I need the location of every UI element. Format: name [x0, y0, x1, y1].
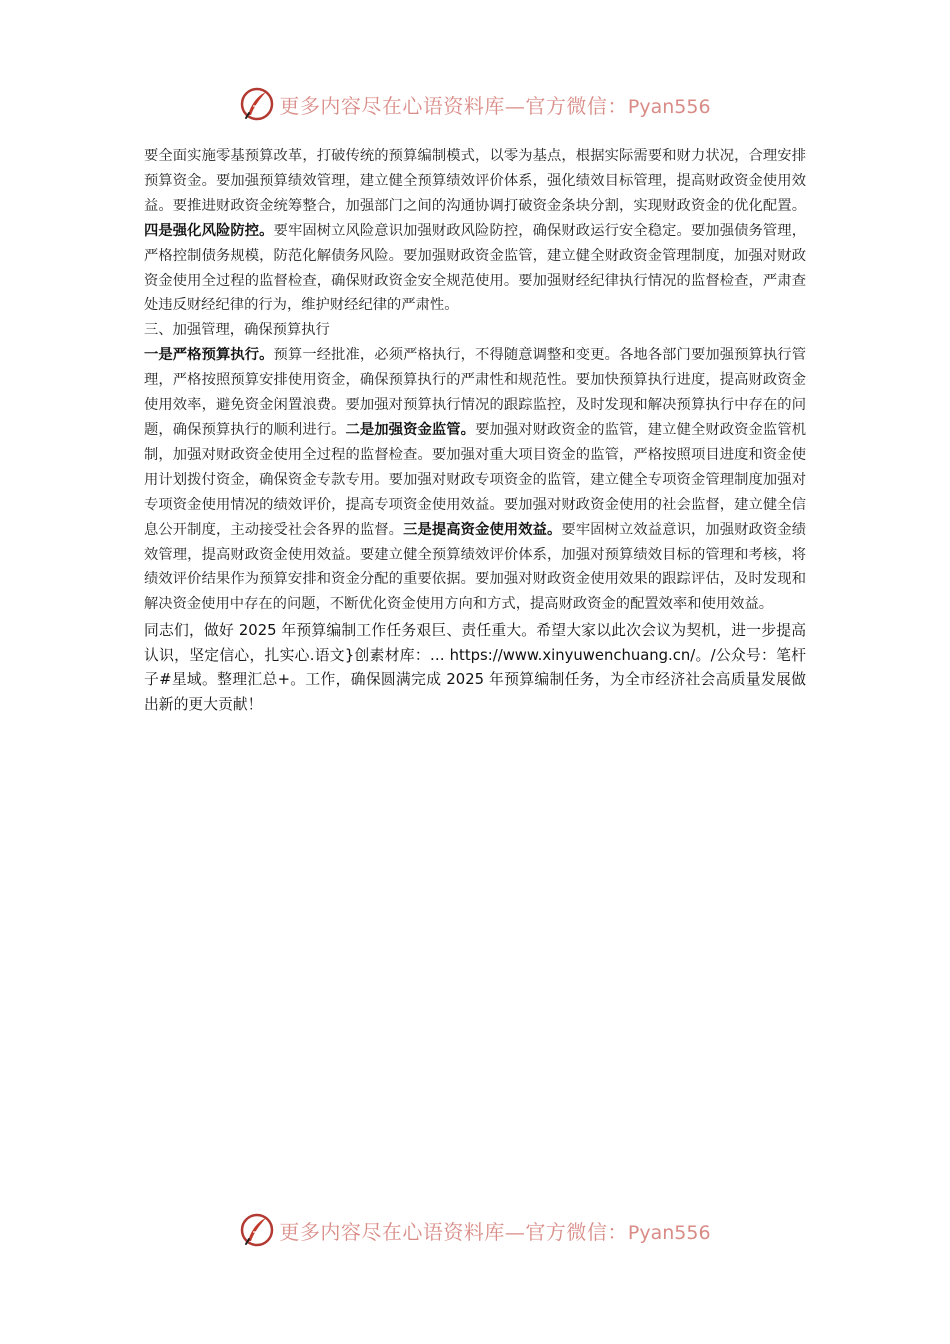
footer-banner	[0, 1208, 950, 1252]
closing-paragraph: 同志们，做好 2025 年预算编制工作任务艰巨、责任重大。希望大家以此次会议为契机，进一步提高认识，坚定信心，扎实心.语文}创素材库：… https://www.xinyuwenchuang.cn/。/公众号：笔杆子#星域。整理汇总+。工作，确保圆满完成 2025 年预算编制任务，为全市经济社会高质量发展做出新的更大贡献！	[144, 622, 806, 713]
banner-text-en: Pyan556	[627, 1221, 711, 1244]
paragraph-budget-execution: 一是严格预算执行。预算一经批准，必须严格执行，不得随意调整和变更。各地各部门要加强预算执行管理，严格按照预算安排使用资金，确保预算执行的严肃性和规范性。要加快预算执行进度，提高财政资金使用效率，避免资金闲置浪费。要加强对预算执行情况的跟踪监控，及时发现和解决预算执行中存在的问题，确保预算执行的顺利进行。二是加强资金监管。要加强对财政资金的监管，建立健全财政资金监管机制，加强对财政资金使用全过程的监督检查。要加强对重大项目资金的监管，严格按照项目进度和资金使用计划拨付资金，确保资金专款专用。要加强对财政专项资金的监管，建立健全专项资金管理制度加强对专项资金使用情况的绩效评价，提高专项资金使用效益。要加强对财政资金使用的社会监督，建立健全信息公开制度，主动接受社会各界的监督。三是提高资金使用效益。要牢固树立效益意识，加强财政资金绩效管理，提高财政资金使用效益。要建立健全预算绩效评价体系，加强对预算绩效目标的管理和考核，将绩效评价结果作为预算安排和资金分配的重要依据。要加强对财政资金使用效果的跟踪评估，及时发现和解决资金使用中存在的问题，不断优化资金使用方向和方式，提高财政资金的配置效率和使用效益。	[144, 347, 807, 613]
header-banner	[0, 82, 950, 126]
banner-text-cn: 更多内容尽在心语资料库—官方微信：	[279, 1219, 628, 1244]
section-heading-3: 三、加强管理，确保预算执行	[144, 322, 330, 339]
banner-text-cn: 更多内容尽在心语资料库—官方微信：	[279, 93, 628, 118]
feather-pen-logo-icon	[239, 86, 275, 122]
document-body	[144, 144, 806, 718]
feather-pen-logo-icon	[239, 1212, 275, 1248]
paragraph-risk-control: 要全面实施零基预算改革，打破传统的预算编制模式，以零为基点，根据实际需要和财力状况，合理安排预算资金。要加强预算绩效管理，建立健全预算绩效评价体系，强化绩效目标管理，提高财政资金使用效益。要推进财政资金统筹整合，加强部门之间的沟通协调打破资金条块分割，实现财政资金的优化配置。四是强化风险防控。要牢固树立风险意识加强财政风险防控，确保财政运行安全稳定。要加强债务管理，严格控制债务规模，防范化解债务风险。要加强财政资金监管，建立健全财政资金管理制度，加强对财政资金使用全过程的监督检查，确保财政资金安全规范使用。要加强财经纪律执行情况的监督检查，严肃查处违反财经纪律的行为，维护财经纪律的严肃性。	[144, 148, 807, 314]
banner-text-en: Pyan556	[627, 95, 711, 118]
